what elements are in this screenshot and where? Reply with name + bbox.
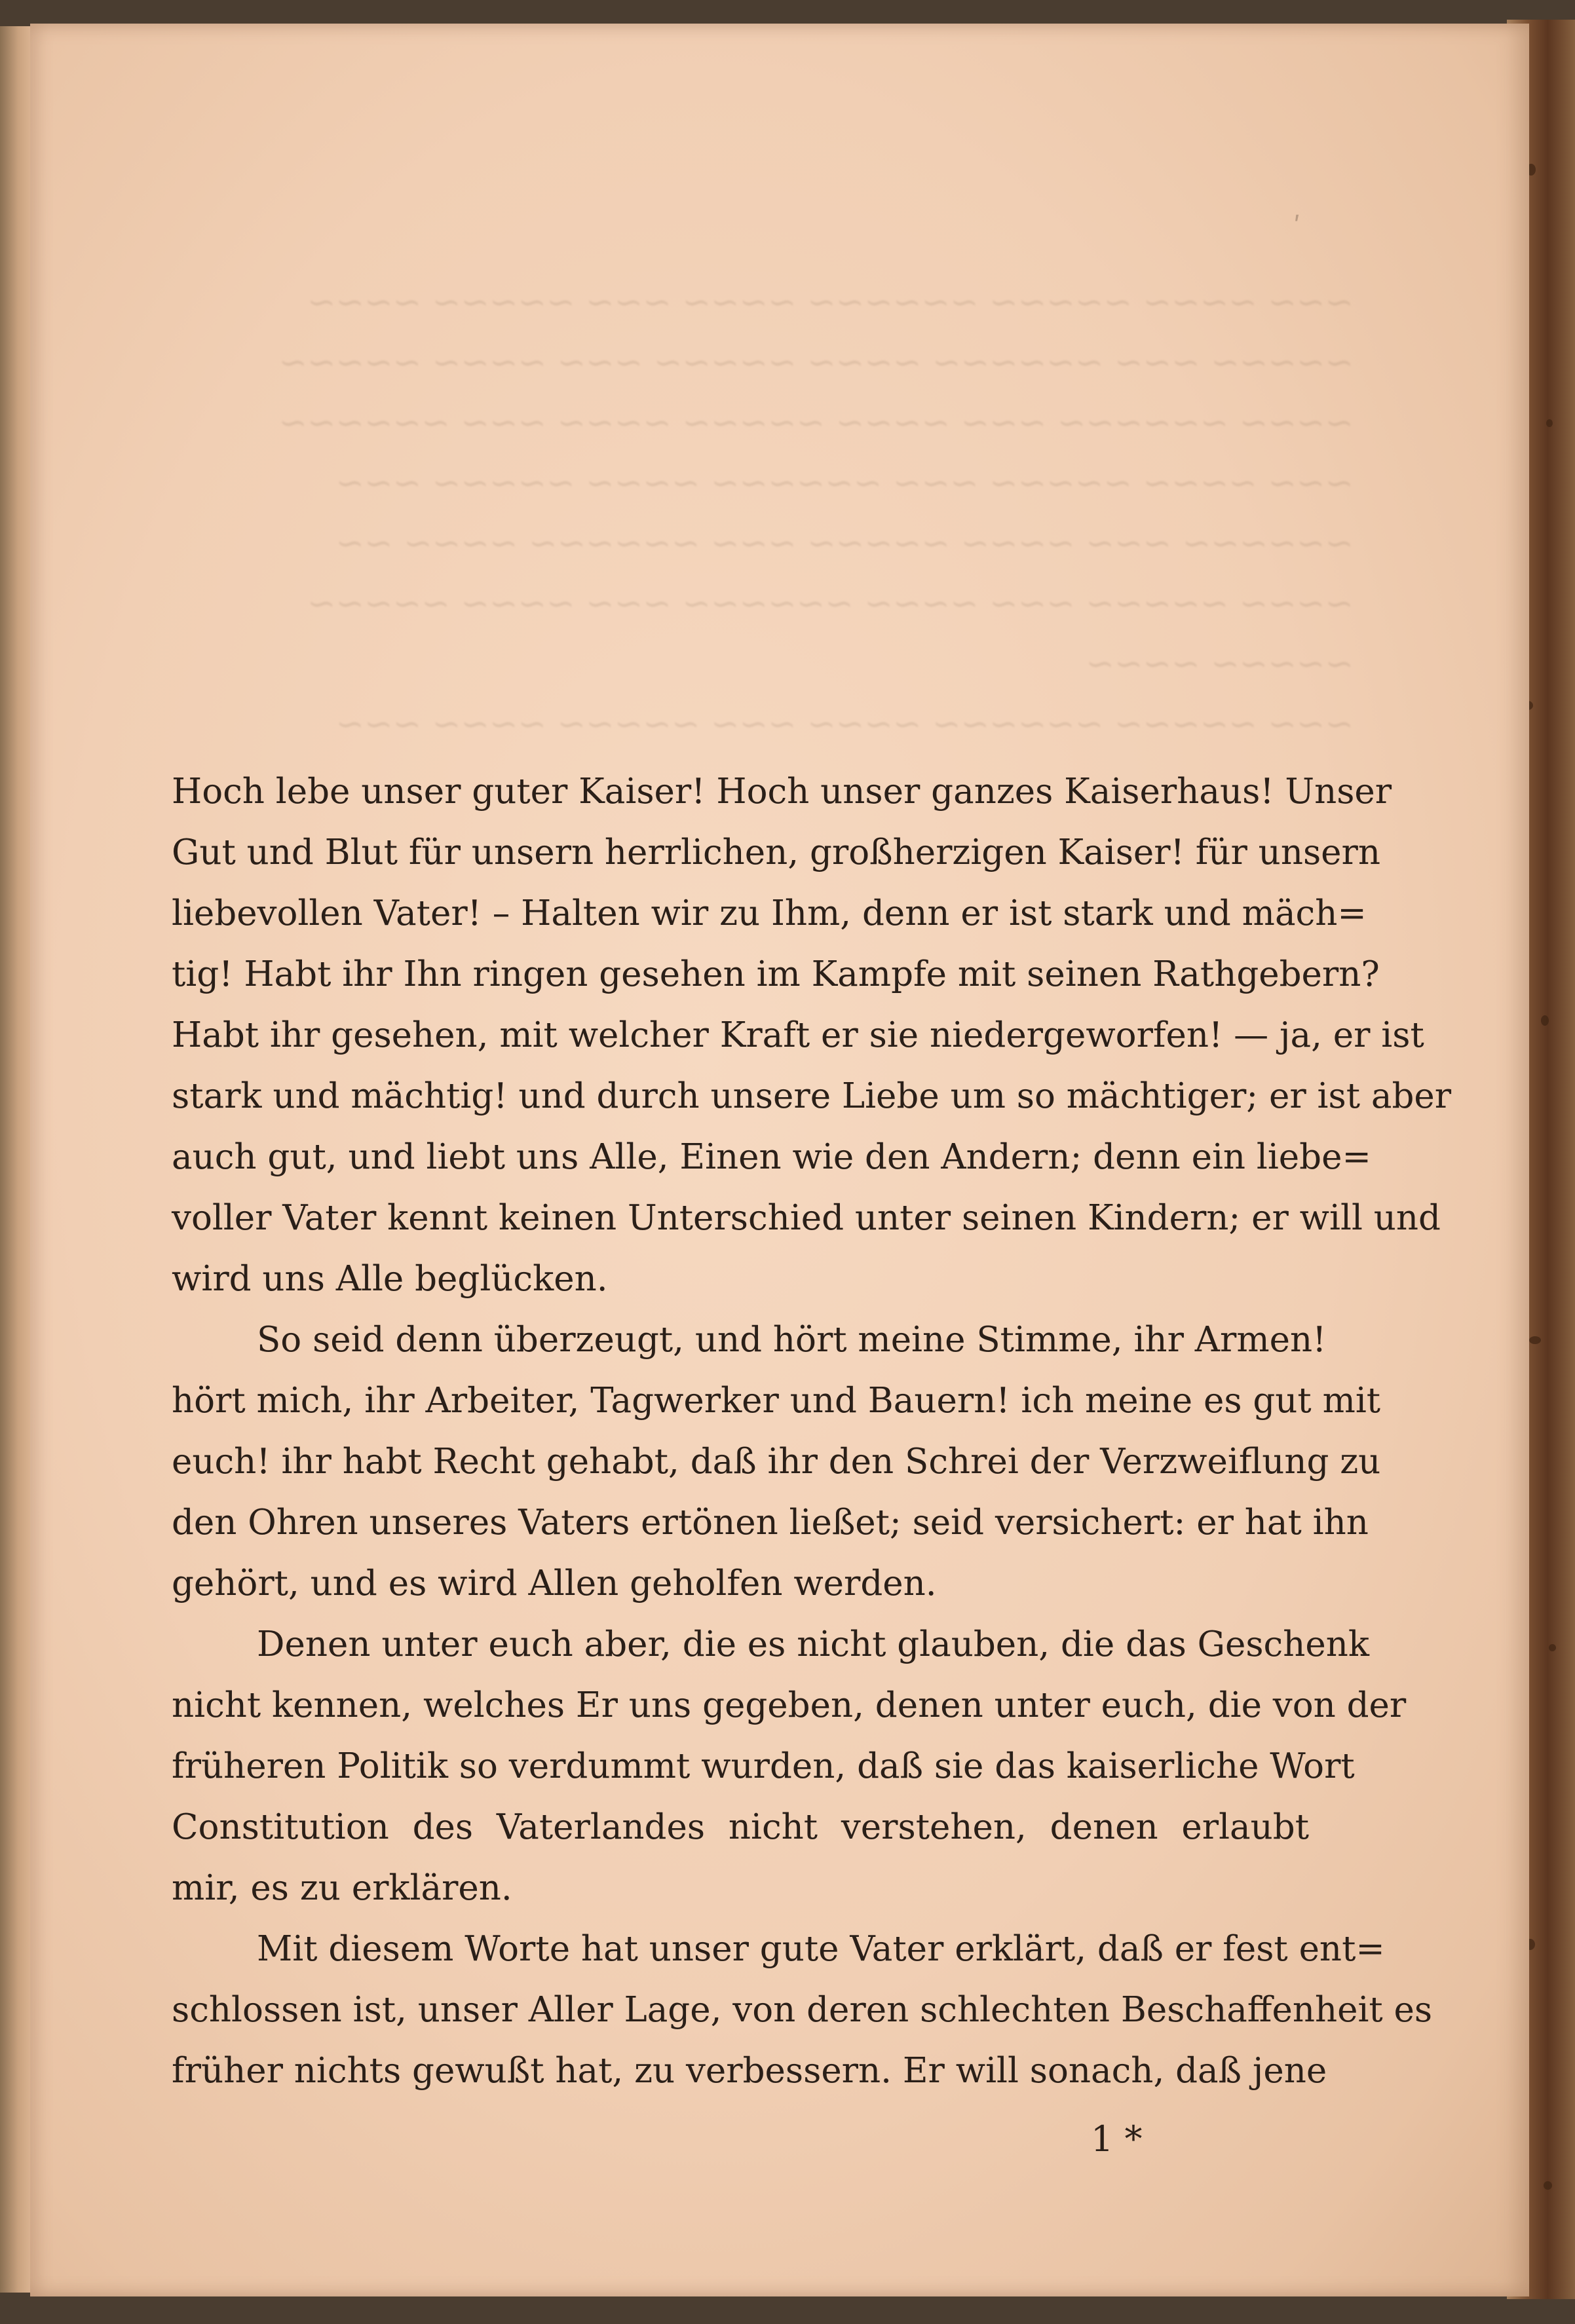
paragraph-2 (172, 1309, 1381, 1614)
text-line: auch gut, und liebt uns Alle, Einen wie den Andern; denn ein liebe= (172, 1137, 1371, 1177)
foxing-spot (1529, 1336, 1541, 1344)
text-line: früher nichts gewußt hat, zu verbessern. Er will sonach, daß jene (172, 2051, 1327, 2091)
signature-mark: 1 * (1091, 2118, 1143, 2160)
text-line: liebevollen Vater! – Halten wir zu Ihm, denn er ist stark und mäch= (172, 893, 1367, 933)
text-line: den Ohren unseres Vaters ertönen ließet; seid versichert: er hat ihn (172, 1503, 1369, 1543)
text-line: Gut und Blut für unsern herrlichen, großherzigen Kaiser! für unsern (172, 833, 1380, 872)
text-line: hört mich, ihr Arbeiter, Tagwerker und Bauern! ich meine es gut mit (172, 1381, 1381, 1421)
foxing-spot (1546, 419, 1553, 427)
show-through-from-reverse: ~~~ ~~~~ ~~~~~ ~~~~~~ ~~~~ ~~~ ~~~~~ ~~~~ ~~~~~ ~~~ ~~~~~~ ~~~~ ~~~~~ ~~~ ~~~~ ~~~~~ ~~~~ ~~~~~~ ~~~ ~~~~ ~~~~~ ~~~~ ~~~ ~~~~~~ ~~~ ~~~~ ~~~~~ ~~~ ~~~~~~ ~~~~ ~~~~~ ~~~ ~~~~~~ ~~~ ~~~~ ~~~~~ ~~~ ~~~~~~ ~~~~ ~~ ~~~~ ~~~~~ ~~~ ~~~~ ~~~~~~ ~~~ ~~~~ ~~~~~ ~~~~~ ~~~~ ~~~ ~~~~~ ~~~~~~ ~~~~ ~~~ ~~~~~ ~~~~ ~~~ (278, 283, 1354, 744)
text-line: früheren Politik so verdummt wurden, daß sie das kaiserliche Wort (172, 1746, 1355, 1786)
foxing-spot (1549, 1644, 1556, 1651)
text-line: Constitution des Vaterlandes nicht verstehen, denen erlaubt (172, 1807, 1309, 1847)
text-line: wird uns Alle beglücken. (172, 1259, 608, 1299)
text-line: tig! Habt ihr Ihn ringen gesehen im Kampfe mit seinen Rathgebern? (172, 954, 1380, 994)
text-line: Mit diesem Worte hat unser gute Vater erklärt, daß er fest ent= (257, 1929, 1385, 1969)
text-line: gehört, und es wird Allen geholfen werden. (172, 1564, 937, 1603)
text-line: Denen unter euch aber, die es nicht glauben, die das Geschenk (257, 1624, 1369, 1664)
text-line: stark und mächtig! und durch unsere Liebe um so mächtiger; er ist aber (172, 1076, 1452, 1116)
text-line: Hoch lebe unser guter Kaiser! Hoch unser ganzes Kaiserhaus! Unser (172, 772, 1392, 812)
text-line: euch! ihr habt Recht gehabt, daß ihr den Schrei der Verzweiflung zu (172, 1442, 1381, 1482)
paragraph-4 (172, 1919, 1433, 2101)
paragraph-3 (172, 1614, 1407, 1919)
text-line: So seid denn überzeugt, und hört meine Stimme, ihr Armen! (257, 1320, 1327, 1360)
text-line: nicht kennen, welches Er uns gegeben, denen unter euch, die von der (172, 1685, 1407, 1725)
text-line: Habt ihr gesehen, mit welcher Kraft er sie niedergeworfen! — ja, er ist (172, 1015, 1424, 1055)
foxing-spot (1541, 1015, 1549, 1026)
faint-page-mark: ʹ (1293, 212, 1301, 242)
text-line: schlossen ist, unser Aller Lage, von deren schlechten Beschaffenheit es (172, 1990, 1433, 2030)
paragraph-1 (172, 761, 1452, 1309)
foxing-spot (1544, 2181, 1552, 2190)
text-line: voller Vater kennt keinen Unterschied unter seinen Kindern; er will und (172, 1198, 1441, 1238)
text-line: mir, es zu erklären. (172, 1868, 512, 1908)
body-text (172, 761, 1452, 2101)
